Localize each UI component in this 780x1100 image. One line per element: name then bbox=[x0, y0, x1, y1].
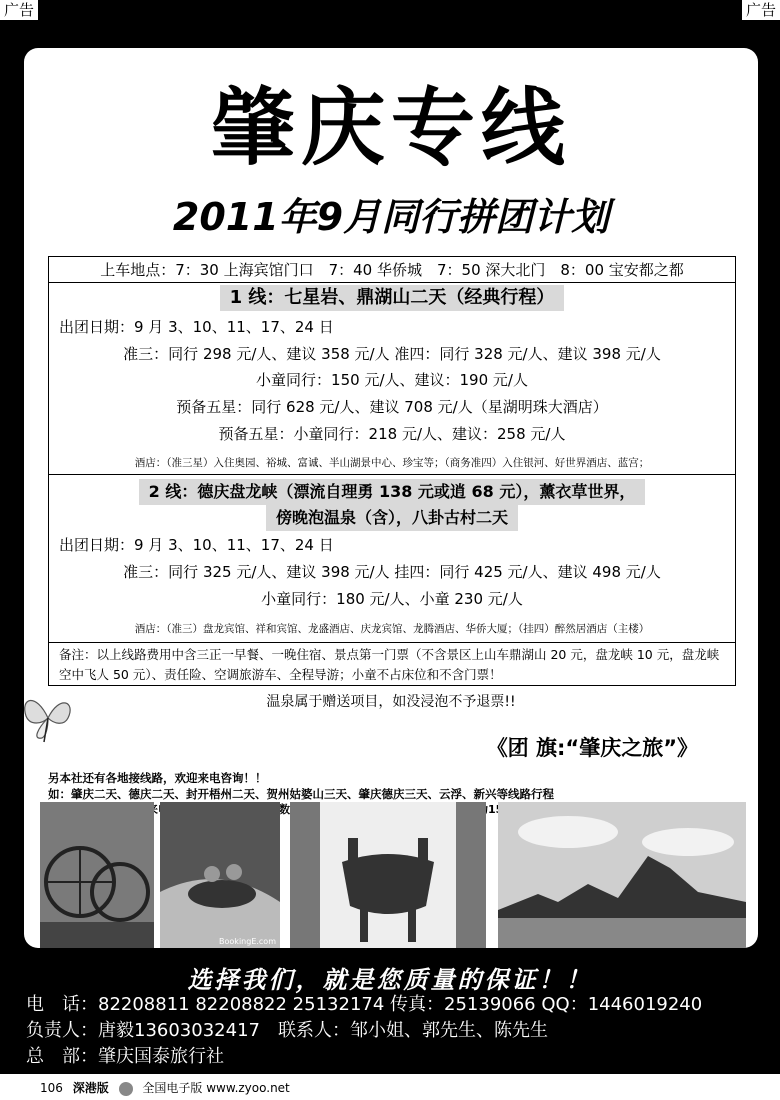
route1-title: 1 线：七星岩、鼎湖山二天（经典行程） bbox=[220, 285, 565, 311]
photo-rafting bbox=[160, 802, 280, 948]
route2-heading-row-b bbox=[49, 505, 735, 531]
route2-title-b: 傍晚泡温泉（含），八卦古村二天 bbox=[266, 505, 518, 531]
ad-poster bbox=[0, 22, 780, 1074]
route1-dates: 出团日期：9 月 3、10、11、17、24 日 bbox=[59, 318, 334, 336]
contact-headquarters: 总 部：肇庆国泰旅行社 bbox=[26, 1046, 224, 1067]
route2-title-a: 2 线：德庆盘龙峡（漂流自理勇 138 元或逍 68 元），薰衣草世界， bbox=[139, 479, 646, 505]
itinerary-box bbox=[48, 256, 736, 686]
divider bbox=[49, 474, 735, 475]
contact-phone: 电 话：82208811 82208822 25132174 传真：25139066 QQ：1446019240 bbox=[26, 994, 703, 1015]
route1-price-child: 小童同行：150 元/人、建议：190 元/人 bbox=[256, 371, 528, 389]
slogan: 选择我们，就是您质量的保证！！ bbox=[187, 966, 593, 994]
route1-price-five-star: 预备五星：同行 628 元/人、建议 708 元/人（星湖明珠大酒店） bbox=[176, 398, 608, 416]
extra-routes-intro: 另本社还有各地接线路，欢迎来电咨询！！ bbox=[48, 771, 267, 785]
route2-hotels: 酒店：（准三）盘龙宾馆、祥和宾馆、龙盛酒店、庆龙宾馆、龙腾酒店、华侨大厦；（挂四）醉然居酒店（主楼） bbox=[134, 623, 650, 635]
route2-heading-row-a bbox=[49, 479, 735, 505]
pickup-info: 上车地点：7：30 上海宾馆门口 7：40 华侨城 7：50 深大北门 8：00 宝安都之都 bbox=[100, 261, 684, 279]
extra-routes-list: 如：肇庆二天、德庆二天、封开梧州二天、贺州姑婆山三天、肇庆德庆三天、云浮、新兴等线路行程 bbox=[48, 787, 554, 801]
poster-title: 肇庆专线 bbox=[210, 78, 571, 177]
route2-price-child: 小童同行：180 元/人、小童 230 元/人 bbox=[261, 590, 523, 608]
photo-credit: BookingE.com bbox=[219, 937, 276, 946]
remark-text bbox=[59, 645, 727, 685]
ad-label-right: 广告 bbox=[742, 0, 780, 20]
page-footer bbox=[0, 1076, 780, 1100]
tour-flag: 《团 旗:“肇庆之旅”》 bbox=[486, 736, 698, 760]
remark-body: 备注：以上线路费用中含三正一早餐、一晚住宿、景点第一门票（不含景区上山车鼎湖山 20 元，盘龙峡 10 元，盘龙峡空中飞人 50 元）、责任险、空调旅游车、全程导游；小童不占床位和不含门票！ bbox=[59, 647, 720, 682]
divider bbox=[49, 642, 735, 643]
route1-hotels: 酒店：（准三星）入住奥园、裕城、富诚、半山湖景中心、珍宝等；（商务准四）入住银河、好世界酒店、蓝宫； bbox=[134, 457, 650, 469]
divider bbox=[49, 282, 735, 283]
route1-price-standard: 准三：同行 298 元/人、建议 358 元/人 准四：同行 328 元/人、建议 398 元/人 bbox=[123, 345, 661, 363]
photo-seven-star-crags bbox=[498, 802, 746, 948]
route1-heading-row bbox=[49, 285, 735, 311]
poster-subtitle: 2011年9月同行拼团计划 bbox=[172, 195, 610, 239]
site-link[interactable]: 全国电子版 www.zyoo.net bbox=[142, 1081, 290, 1095]
photo-waterwheel bbox=[40, 802, 154, 948]
poster-panel bbox=[24, 48, 758, 948]
photo-bronze-ding bbox=[290, 802, 486, 948]
route2-price-standard: 准三：同行 325 元/人、建议 398 元/人 挂四：同行 425 元/人、建议 498 元/人 bbox=[123, 563, 661, 581]
page-number: 106 bbox=[40, 1081, 63, 1095]
top-bar bbox=[0, 0, 780, 22]
route2-dates: 出团日期：9 月 3、10、11、17、24 日 bbox=[59, 536, 334, 554]
edition-label: 深港版 bbox=[72, 1081, 109, 1095]
ad-label-left: 广告 bbox=[0, 0, 38, 20]
site-logo-icon bbox=[119, 1082, 133, 1096]
route1-price-five-star-child: 预备五星：小童同行：218 元/人、建议：258 元/人 bbox=[218, 425, 566, 443]
remark-hot-spring: 温泉属于赠送项目，如没浸泡不予退票!! bbox=[266, 694, 516, 710]
contact-manager: 负责人：唐毅13603032417 联系人：邹小姐、郭先生、陈先生 bbox=[26, 1020, 548, 1041]
